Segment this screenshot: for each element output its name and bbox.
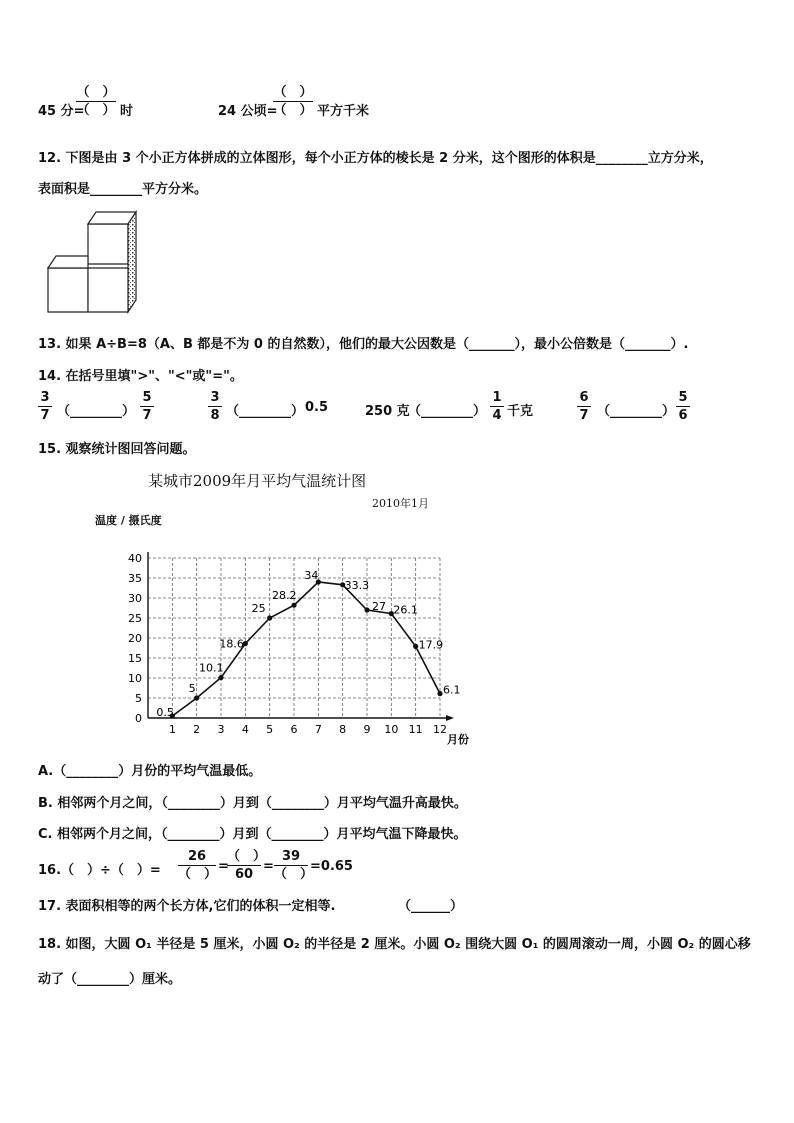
frac-den: 4 (492, 408, 502, 423)
data-label: 34 (304, 569, 319, 582)
conv-right-prefix: 24 公顷= (218, 104, 278, 119)
fraction-bar (38, 406, 52, 407)
data-label: 6.1 (443, 683, 461, 697)
data-label: 18.6 (219, 637, 244, 651)
x-tick-label: 8 (339, 723, 347, 736)
q16-prefix: 16.（ ）÷（ ）= (38, 863, 161, 878)
conv-right-num: （ ） (273, 85, 313, 100)
chart-xlabel: 月份 (447, 733, 469, 746)
q14-frac-2 (140, 390, 154, 423)
q14-frac-1 (38, 390, 52, 423)
data-point (437, 691, 442, 696)
data-label: 26.1 (393, 603, 418, 617)
q15-a: A.（________）月份的平均气温最低。 (38, 764, 262, 779)
x-tick-label: 4 (241, 723, 249, 736)
chart-title: 某城市2009年月平均气温统计图 (148, 472, 367, 490)
conv-left-prefix: 45 分= (38, 104, 85, 119)
cube-bottom-left-front (48, 268, 88, 312)
fraction-bar (76, 101, 116, 102)
temperature-line-chart (100, 540, 470, 755)
q18-line1: 18. 如图，大圆 O₁ 半径是 5 厘米，小圆 O₂ 的半径是 2 厘米。小圆 O₂ 围绕大圆 O₁ 的圆周滚动一周，小圆 O₂ 的圆心移 (38, 937, 751, 952)
x-axis-arrow (446, 715, 454, 721)
data-label: 0.5 (156, 706, 174, 719)
q14-text: 14. 在括号里填">"、"<"或"="。 (38, 369, 243, 384)
q13-text: 13. 如果 A÷B=8（A、B 都是不为 0 的自然数），他们的最大公因数是（_______），最小公倍数是（_______）. (38, 337, 689, 352)
frac-den: 6 (678, 408, 688, 423)
y-tick-label: 20 (128, 632, 142, 645)
y-tick-label: 0 (135, 712, 142, 725)
chart-ylabel: 温度 / 摄氏度 (95, 514, 162, 527)
q14-frac-5 (577, 390, 591, 423)
frac-den: 8 (210, 408, 220, 423)
data-label: 17.9 (418, 638, 444, 652)
cube-figure (44, 208, 148, 316)
x-tick-label: 11 (408, 723, 423, 736)
q14-frac-3 (208, 390, 222, 423)
x-tick-label: 3 (217, 723, 225, 736)
y-tick-label: 40 (128, 552, 142, 565)
y-tick-label: 10 (128, 672, 142, 685)
y-tick-label: 5 (135, 692, 142, 705)
y-tick-label: 30 (128, 592, 142, 605)
data-point (218, 675, 223, 680)
data-label: 5 (188, 682, 196, 695)
data-label: 25 (251, 602, 266, 615)
fraction-bar (274, 865, 308, 866)
frac-num: 6 (579, 390, 589, 405)
q16-frac-2 (227, 849, 267, 882)
series-line (172, 582, 440, 716)
x-tick-label: 7 (314, 723, 322, 736)
cube-right-side (128, 212, 136, 312)
q14-frac-4 (490, 390, 504, 423)
fraction-bar (676, 406, 690, 407)
frac-den: 60 (234, 867, 254, 882)
q16-frac-3 (274, 849, 314, 882)
q16-suffix: =0.65 (310, 859, 353, 874)
conv-left-fraction (76, 85, 116, 118)
q14-kg: 千克 (507, 404, 534, 419)
data-point (267, 615, 272, 620)
conv-right-den: （ ） (273, 103, 313, 118)
frac-num: 5 (678, 390, 688, 405)
x-tick-label: 1 (168, 723, 176, 736)
chart-subtitle: 2010年1月 (372, 497, 429, 510)
q18-line2: 动了（________）厘米。 (38, 972, 182, 987)
x-tick-label: 2 (193, 723, 201, 736)
data-point (194, 695, 199, 700)
cube-top-front (88, 224, 128, 264)
y-tick-label: 25 (128, 612, 142, 625)
fraction-bar (227, 865, 261, 866)
q16-eq1: = (218, 859, 229, 874)
q16-eq2: = (263, 859, 274, 874)
data-point (413, 644, 418, 649)
frac-num: 39 (281, 849, 301, 864)
q16-frac-1 (178, 849, 216, 882)
data-point (291, 603, 296, 608)
fraction-bar (178, 865, 216, 866)
data-point (364, 607, 369, 612)
conv-left-num: （ ） (76, 85, 116, 100)
frac-num: 3 (210, 390, 220, 405)
frac-num: 5 (142, 390, 152, 405)
q14-blank-3[interactable]: （________） (408, 404, 487, 419)
data-label: 27 (372, 600, 386, 613)
q15-text: 15. 观察统计图回答问题。 (38, 442, 196, 457)
q15-c: C. 相邻两个月之间，（________）月到（________）月平均气温下降最快。 (38, 827, 467, 842)
cube-bottom-right-front (88, 268, 128, 312)
q12-line2: 表面积是________平方分米。 (38, 182, 208, 197)
frac-num: （ ） (227, 849, 267, 864)
frac-den: （ ） (178, 867, 218, 882)
q17-blank[interactable]: （______） (398, 899, 464, 914)
x-tick-label: 12 (433, 723, 447, 736)
fraction-bar (273, 101, 313, 102)
data-label: 10.1 (199, 661, 224, 675)
q12-line1: 12. 下图是由 3 个小正方体拼成的立体图形，每个小正方体的棱长是 2 分米，这个图形的体积是________立方分米， (38, 151, 713, 166)
q17-text: 17. 表面积相等的两个长方体,它们的体积一定相等. (38, 899, 336, 914)
x-tick-label: 10 (384, 723, 399, 736)
x-tick-label: 5 (266, 723, 274, 736)
conv-left-den: （ ） (76, 103, 116, 118)
fraction-bar (208, 406, 222, 407)
y-tick-label: 35 (128, 572, 142, 585)
fraction-bar (577, 406, 591, 407)
fraction-bar (140, 406, 154, 407)
conv-left-suffix: 时 (120, 104, 134, 119)
conv-right-suffix: 平方千米 (317, 104, 370, 119)
frac-den: 7 (579, 408, 589, 423)
q14-blank-4[interactable]: （________） (597, 404, 676, 419)
data-label: 33.3 (344, 578, 370, 592)
frac-den: （ ） (274, 867, 314, 882)
q14-blank-2[interactable]: （________） (226, 404, 305, 419)
frac-den: 7 (142, 408, 152, 423)
q15-b: B. 相邻两个月之间，（________）月到（________）月平均气温升高最快。 (38, 796, 467, 811)
conv-right-fraction (273, 85, 313, 118)
fraction-bar (490, 406, 504, 407)
x-tick-label: 9 (363, 723, 371, 736)
frac-num: 1 (492, 390, 502, 405)
q14-blank-1[interactable]: （________） (57, 404, 136, 419)
q14-decimal: 0.5 (305, 400, 329, 415)
frac-den: 7 (40, 408, 50, 423)
q14-frac-6 (676, 390, 690, 423)
frac-num: 3 (40, 390, 50, 405)
q14-grams: 250 克 (365, 404, 410, 419)
y-tick-label: 15 (128, 652, 142, 665)
x-tick-label: 6 (290, 723, 298, 736)
frac-num: 26 (187, 849, 207, 864)
cube-bottom-left-top (48, 256, 88, 268)
data-label: 28.2 (272, 589, 297, 603)
